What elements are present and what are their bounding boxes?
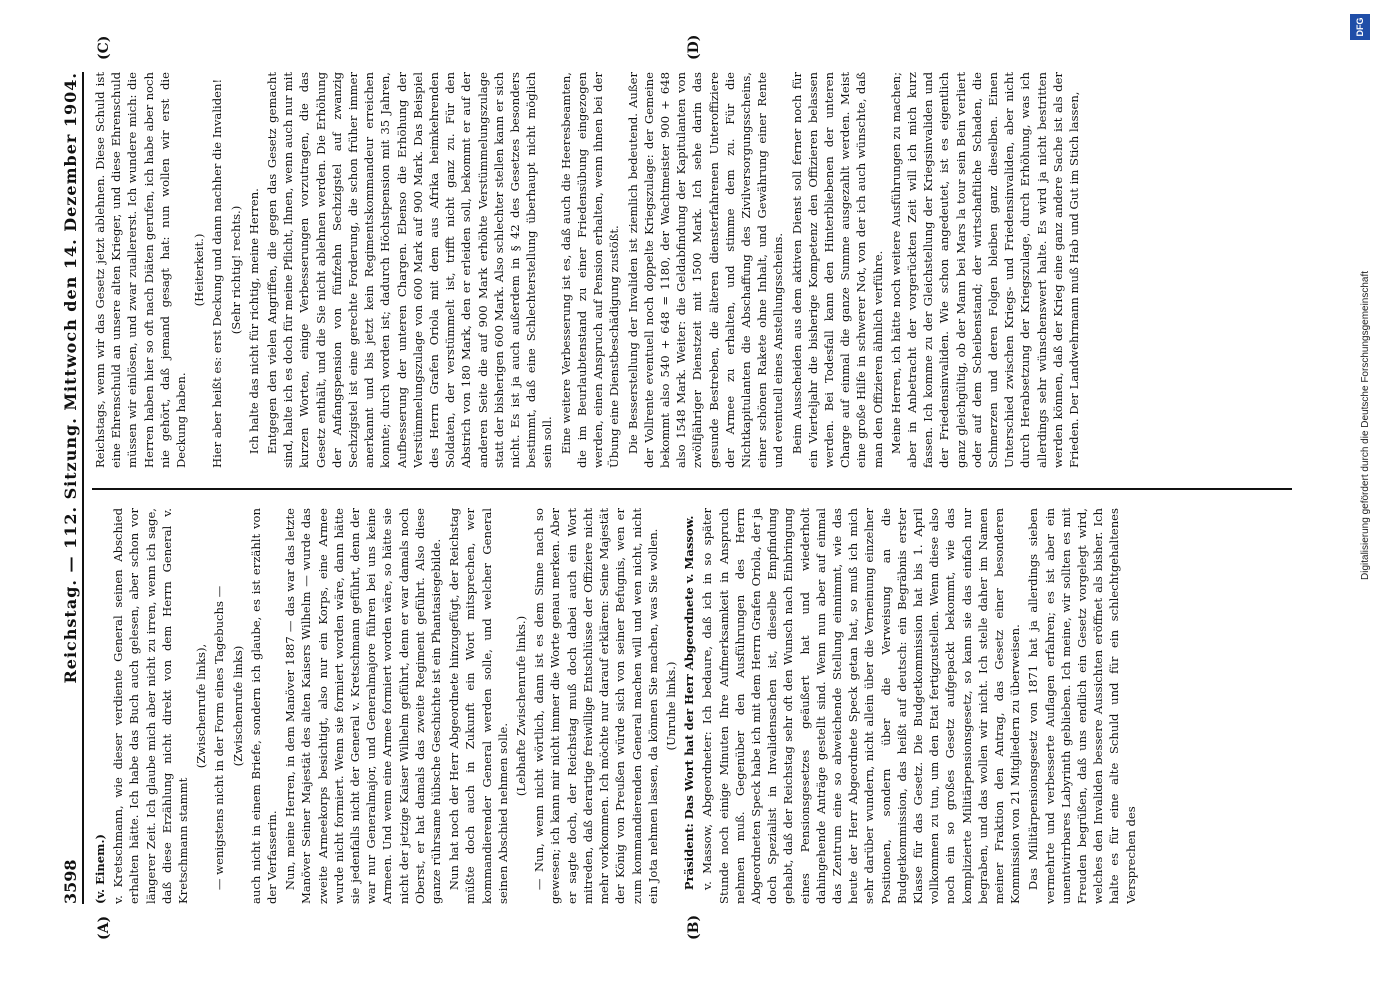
digitization-note: Digitalisierung gefördert durch die Deutsche Forschungsgemeinschaft (1360, 270, 1371, 580)
left-paragraph: Das Militärpensionsgesetz von 1871 hat ja allerdings sieben vermehrte und verbesserte Auflagen erfahren; es ist aber ein unentwirrbares Labyrinth geblieben. Ich meine, wir sollten es mit Freuden begrüßen, daß uns endlich ein Gesetz vorgelegt wird, welches den Invaliden bessere Aussichten eröffnet als bisher. Ich halte es für eine alte Schuld und für ein schlechtgehaltenes Versprechen des (1026, 508, 1138, 904)
interjection: (Unruhe links.) (663, 661, 678, 751)
left-paragraph: — Nun, wenn nicht wörtlich, dann ist es dem Sinne nach so gewesen; ich kann mir nicht immer die Worte genau merken. Aber er sagte doch, der Reichstag muß doch dabei auch ein Wort mitreden, daß derartige freiwillige Entschlüsse der Offiziere nicht mehr vorkommen. Ich möchte nur darauf erklären: Seine Majestät der König von Preußen würde sich von seiner Befugnis, wen er zum kommandierenden General machen will und wen nicht, nicht ein Jota nehmen lassen, da können Sie machen, was Sie wollen. (532, 508, 660, 904)
interjection: (Zwischenrufe links), (194, 643, 209, 769)
right-column (92, 72, 1292, 468)
right-paragraph: Ich halte das nicht für richtig, meine Herren. (246, 188, 261, 455)
left-paragraph: v. Massow, Abgeordneter: Ich bedaure, daß ich in so später Stunde noch einige Minuten Ihre Aufmerksamkeit in Anspruch nehmen muß. Gegenüber den Ausführungen des Herrn Abgeordneten Speck habe ich mit dem Herrn Grafen Oriola, der ja doch Spezialist in Invalidensachen ist, dieselbe Empfindung gehabt, daß der Reichstag sehr oft den Wunsch nach Einbringung eines Pensionsgesetzes geäußert hat und wiederholt dahingehende Anträge gestellt sind. Wenn nun aber auf einmal das Zentrum eine so abweichende Stellung einnimmt, wie das heute der Herr Abgeordnete Speck getan hat, so muß ich mich sehr darüber wundern, nicht allein über die Verneinung einzelner Positionen, sondern über die Verweisung an die Budgetkommission, das heißt auf deutsch: ein Begräbnis erster Klasse für das Gesetz. Die Budgetkommission hat bis 1. April vollkommen zu tun, um den Etat fertigzustellen. Wenn diese also noch ein so großes Gesetz aufgepackt bekommt, wie das komplizierte Militärpensionsgesetz, so kann sie das einfach nur begraben, und das wollen wir nicht. Ich stelle daher im Namen meiner Fraktion den Antrag, das Gesetz einer besonderen Kommission von 21 Mitgliedern zu überweisen. (700, 508, 1023, 904)
right-paragraph: Eine weitere Verbesserung ist es, daß auch die Heeresbeamten, die im Beurlaubtenstand zu einer Friedensübung eingezogen werden, einen Anspruch auf Pension erhalten, wenn ihnen bei der Übung eine Dienstbeschädigung zustößt. (558, 72, 622, 468)
left-paragraph: v. Kretschmann, wie dieser verdiente General seinen Abschied erhalten hätte. Ich habe das Buch auch gelesen, aber schon vor längerer Zeit. Ich glaube mich aber nicht zu irren, wenn ich sage, daß diese Erzählung nicht direkt von dem Herrn General v. Kretschmann stammt (111, 508, 191, 904)
column-divider (92, 488, 1292, 490)
margin-mark-c: (C) (96, 35, 112, 60)
dfg-logo: DFG (1350, 14, 1370, 40)
right-paragraph: Hier aber heißt es: erst Deckung und dann nachher die Invaliden! (210, 78, 225, 468)
left-column (92, 508, 1292, 904)
right-paragraph: Entgegen den vielen Angriffen, die gegen das Gesetz gemacht sind, halte ich es doch für meine Pflicht, Ihnen, wenn auch nur mit kurzen Worten, einige Verbesserungen vorzutragen, die das Gesetz enthält, und die Sie nicht ablehnen werden. Die Erhöhung der Anfangspension von fünfzehn Sechzigstel auf zwanzig Sechzigstel ist eine gerechte Forderung, die schon früher immer anerkannt und bis jetzt kein Regimentskommandeur erreichen konnte; durch worden ist; dadurch Höchstpension mit 35 Jahren, Aufbesserung der unteren Chargen. Ebenso die Erhöhung der Verstümmelungszulage von 600 Mark auf 900 Mark. Das Beispiel des Herrn Grafen Oriola mit dem aus Afrika heimkehrenden Soldaten, der verstümmelt ist, trifft nicht ganz zu. Für den Abstrich von 180 Mark, den er erleiden soll, bekommt er auf der anderen Seite die auf 900 Mark erhöhte Verstümmelungszulage statt der bisherigen 600 Mark. Also schlechter stellen kann er sich nicht. Es ist ja auch außerdem in § 42 des Gesetzes besonders bestimmt, daß eine Schlechterstellung überhaupt nicht möglich sein soll. (265, 72, 555, 468)
left-paragraph: Nun, meine Herren, in dem Manöver 1887 — das war das letzte Manöver Seiner Majestät des alten Kaisers Wilhelm — wurde das zweite Armeekorps besichtigt, also nur ein Korps, eine Armee wurde nicht formiert. Wenn sie formiert worden wäre, dann hätte sie jedenfalls nicht der General v. Kretschmann geführt, denn der war nur Generalmajor, und Generalmajore führen bei uns keine Armeen. Und wenn eine Armee formiert worden wäre, so hätte sie nicht der jetzige Kaiser Wilhelm geführt, denn er war damals noch Oberst, er hat damals das zweite Regiment geführt. Also diese ganze rührsame hübsche Geschichte ist ein Phantasiegebilde. (283, 508, 444, 904)
page-number: 3598 (61, 859, 80, 904)
left-paragraph: — wenigstens nicht in der Form eines Tagebuchs — (212, 585, 227, 891)
left-paragraph: Nun hat noch der Herr Abgeordnete hinzugefügt, der Reichstag müßte doch auch in Zukunft ein Wort mitsprechen, wer kommandierender General werden solle, und welcher General seinen Abschied nehmen solle. (447, 508, 510, 904)
margin-mark-a: (A) (96, 915, 112, 940)
interjection: (Lebhafte Zwischenrufe links.) (514, 615, 529, 797)
interjection: (Heiterkeit.) (192, 233, 207, 307)
margin-mark-b: (B) (686, 914, 702, 940)
interjection: (Zwischenrufe links) (230, 645, 245, 767)
right-paragraph: Meine Herren, ich hätte noch weitere Ausführungen zu machen; aber in Anbetracht der vorgerückten Zeit will ich mich kurz fassen. Ich komme zu der Gleichstellung der Kriegsinvaliden und der Friedensinvaliden. Wie schon angedeutet, ist es eigentlich ganz gleichgültig, ob der Mann bei Mars la tour sein Bein verliert oder auf dem Scheibenstand; der wirtschaftliche Schaden, die Schmerzen und deren Folgen bleiben ganz dieselben. Einen Unterschied zwischen Kriegs- und Friedensinvaliden, aber nicht durch Herabsetzung der Kriegszulage, durch Erhöhung, was ich allerdings sehr wünschenswert halte. Es wird ja nicht bestritten werden können, daß der Krieg eine ganz andere Sache ist als der Frieden. Der Landwehrmann muß Hab und Gut im Stich lassen, (888, 72, 1081, 468)
right-paragraph: Reichstags, wenn wir das Gesetz jetzt ablehnen. Diese Schuld ist eine Ehrenschuld an unsere alten Krieger, und diese Ehrenschuld müssen wir einlösen, und zwar zuallererst. Ich wundere mich: die Herren haben hier so oft nach Diäten gerufen, ich habe aber noch nie gehört, daß jemand gesagt hat: nun wollen wir erst die Deckung haben. (93, 72, 189, 468)
left-paragraph: auch nicht in einem Briefe, sondern ich glaube, es ist erzählt von der Verfasserin. (248, 508, 280, 904)
interjection: (Sehr richtig! rechts.) (228, 205, 243, 335)
margin-mark-d: (D) (686, 34, 702, 60)
page-header (36, 72, 84, 904)
page-title: Reichstag. — 112. Sitzung. Mittwoch den 14. Dezember 1904. (61, 72, 80, 684)
speaker-tag: (v. Einem.) (93, 834, 107, 904)
president-line: Präsident: Das Wort hat der Herr Abgeordnete v. Massow. (682, 515, 697, 891)
right-paragraph: Die Besserstellung der Invaliden ist ziemlich bedeutend. Außer der Vollrente eventuell noch doppelte Kriegszulage: der Gemeine bekommt also 540 + 648 = 1180, der Wachtmeister 900 + 648 also 1548 Mark. Weiter: die Geldabfindung der Kapitulanten von zwölfjähriger Dienstzeit mit 1500 Mark. Ich sehe darin das gesunde Bestreben, die älteren diensterfahrenen Unteroffiziere der Armee zu erhalten, und stimme dem zu. Für die Nichtkapitulanten die Abschaffung des Zivilversorgungsscheins, einer schönen Rakete ohne Inhalt, und Gewährung einer Rente und eventuell eines Anstellungsscheins. (625, 72, 786, 468)
right-paragraph: Beim Ausscheiden aus dem aktiven Dienst soll ferner noch für ein Vierteljahr die bisherige Kompetenz den Offizieren belassen werden. Bei Todesfall kann den Hinterbliebenen der unteren Charge auf einmal die ganze Summe ausgezahlt werden. Meist eine große Hilfe in schwerer Not, von der ich auch wünschte, daß man den Offizieren ähnlich verführe. (789, 72, 885, 468)
